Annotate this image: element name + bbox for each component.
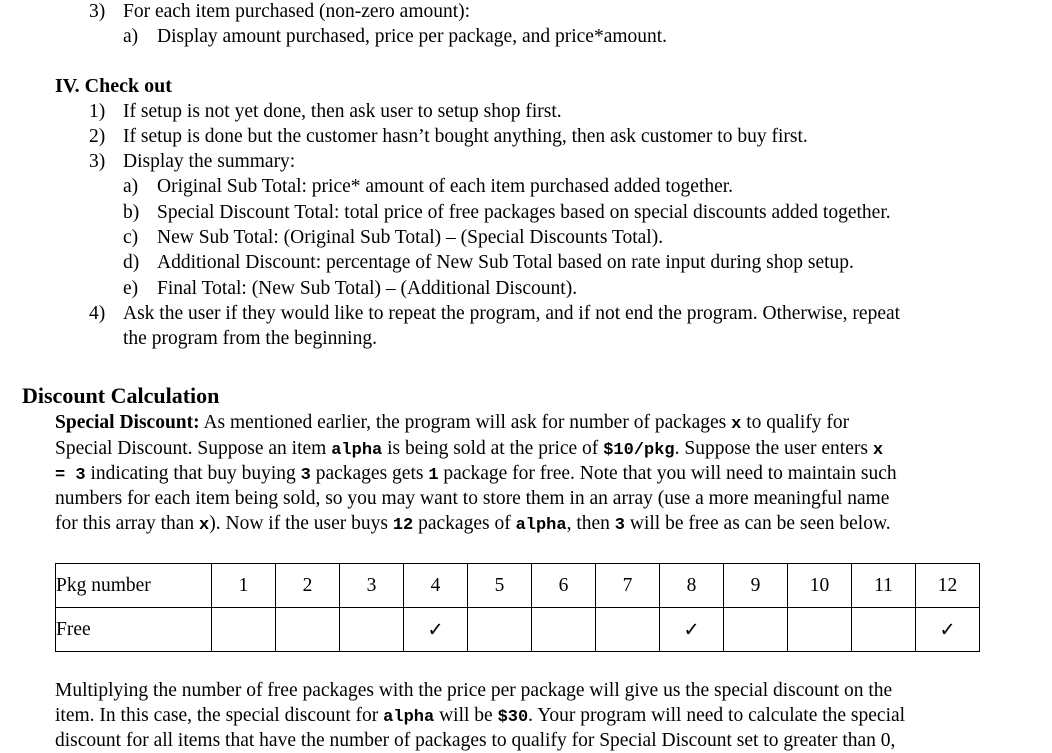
list-text: Original Sub Total: price* amount of each item purchased added together. [157,176,734,197]
table-cell: 10 [788,564,852,608]
table-cell [212,608,276,652]
table-cell: 2 [276,564,340,608]
list-text: New Sub Total: (Original Sub Total) – (Special Discounts Total). [157,227,664,248]
table-cell [852,608,916,652]
list-text: For each item purchased (non-zero amount): [123,1,471,22]
paragraph-line [55,512,891,538]
list-item [89,150,295,174]
list-text: Additional Discount: percentage of New Sub Total based on rate input during shop setup. [157,252,854,273]
table-cell: 1 [212,564,276,608]
table-cell: 12 [916,564,980,608]
table-cell [276,608,340,652]
code-thirty: $30 [497,708,529,727]
table-cell: 5 [468,564,532,608]
code-one: 1 [428,466,439,485]
code-three: 3 [300,466,311,485]
text-run: indicating that buy buying [85,463,301,484]
table-row [56,564,980,608]
table-cell [788,608,852,652]
list-marker: e) [123,278,139,299]
code-three: 3 [614,516,625,535]
list-marker: 2) [89,126,106,147]
text-run: to qualify for [741,412,850,433]
paragraph-line [55,437,883,463]
list-text: If setup is not yet done, then ask user to setup shop first. [123,101,562,122]
table-cell: 8 [660,564,724,608]
list-item [123,277,577,301]
text-run: item. In this case, the special discount for [55,705,384,726]
code-alpha: alpha [383,708,435,727]
checkmark-icon: ✓ [404,608,468,652]
text-run: for this array than [55,513,200,534]
list-item [123,25,667,49]
table-cell: 3 [340,564,404,608]
list-marker: c) [123,227,139,248]
list-item [123,226,663,250]
list-marker: 3) [89,151,106,172]
table-cell: 4 [404,564,468,608]
paragraph-line [55,462,897,488]
text-run: package for free. Note that you will need to maintain such [438,463,897,484]
list-item [89,302,900,326]
list-text: Display amount purchased, price per package, and price*amount. [157,26,668,47]
table-cell [468,608,532,652]
list-item [89,125,808,149]
text-run: is being sold at the price of [382,438,604,459]
text-run: Special Discount. Suppose an item [55,438,332,459]
code-x: x [731,415,742,434]
table-cell: 7 [596,564,660,608]
list-text: Display the summary: [123,151,296,172]
text-run: As mentioned earlier, the program will ask for number of packages [199,412,732,433]
table-row [56,608,980,652]
row-label-pkg-number: Pkg number [56,564,212,608]
text-run: . Suppose the user enters [674,438,873,459]
list-text: Special Discount Total: total price of free packages based on special discounts added together. [157,202,891,223]
list-item [123,175,733,199]
table-cell [596,608,660,652]
list-item [123,201,891,225]
section-heading: IV. Check out [55,75,172,97]
list-marker: a) [123,26,139,47]
code-alpha: alpha [515,516,567,535]
section-heading: Discount Calculation [22,383,220,408]
list-item [123,251,854,275]
table-cell: 11 [852,564,916,608]
paragraph-line [55,704,905,730]
list-text: If setup is done but the customer hasn’t bought anything, then ask customer to buy first. [123,126,808,147]
code-twelve: 12 [392,516,414,535]
table-cell [532,608,596,652]
text-run: . Your program will need to calculate the special [528,705,906,726]
list-marker: 3) [89,1,106,22]
paragraph-line: discount for all items that have the number of packages to qualify for Special Discount set to greater than 0, [55,730,896,751]
paragraph-line: Multiplying the number of free packages with the price per package will give us the special discount on the [55,680,893,701]
code-x-value: = 3 [55,466,86,485]
list-item [89,0,470,24]
list-text: Ask the user if they would like to repeat the program, and if not end the program. Otherwise, repeat [123,303,901,324]
list-marker: 1) [89,101,106,122]
checkmark-icon: ✓ [916,608,980,652]
free-packages-table [55,563,980,652]
list-marker: d) [123,252,140,273]
paragraph-line: numbers for each item being sold, so you may want to store them in an array (use a more meaningful name [55,488,890,509]
code-alpha: alpha [331,441,383,460]
table-cell [340,608,404,652]
text-run: , then [566,513,615,534]
code-x: x [199,516,210,535]
list-text-continued: the program from the beginning. [123,328,377,349]
list-marker: b) [123,202,140,223]
text-run: packages of [413,513,516,534]
table-cell: 9 [724,564,788,608]
code-price: $10/pkg [603,441,675,460]
text-run: ). Now if the user buys [209,513,393,534]
text-run: packages gets [310,463,429,484]
code-x: x [872,441,884,460]
list-text: Final Total: (New Sub Total) – (Additional Discount). [157,278,578,299]
special-discount-label: Special Discount: [55,412,200,433]
checkmark-icon: ✓ [660,608,724,652]
list-marker: 4) [89,303,106,324]
table-cell [724,608,788,652]
row-label-free: Free [56,608,212,652]
text-run: will be [434,705,498,726]
list-marker: a) [123,176,139,197]
text-run: will be free as can be seen below. [625,513,891,534]
list-item [89,100,562,124]
paragraph-line [55,411,849,437]
table-cell: 6 [532,564,596,608]
